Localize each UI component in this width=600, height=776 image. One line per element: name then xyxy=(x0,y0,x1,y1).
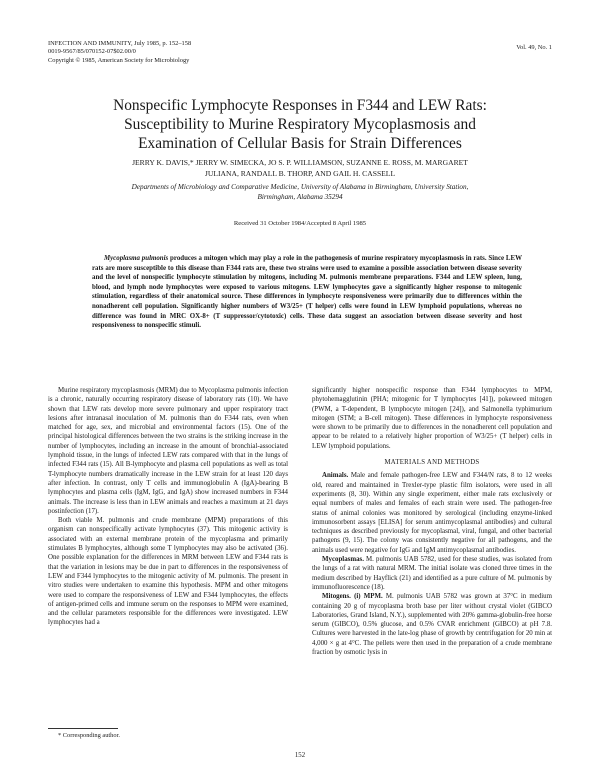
body-column-right xyxy=(312,386,552,657)
affiliation-line-1: Departments of Microbiology and Comparative Medicine, University of Alabama in Birmingham, University Station, xyxy=(131,183,469,191)
received-dates: Received 31 October 1984/Accepted 8 April 1985 xyxy=(233,220,367,227)
mitogens-paragraph xyxy=(312,592,552,657)
affiliation-line-2: Birmingham, Alabama 35294 xyxy=(257,193,343,201)
title-line-2: Susceptibility to Murine Respiratory Mycoplasmosis and xyxy=(124,116,476,133)
author-list xyxy=(48,158,552,179)
affiliation xyxy=(48,182,552,202)
abstract-text: produces a mitogen which may play a role in the pathogenesis of murine respiratory mycoplasmosis in rats. Since LEW rats are more susceptible to this disease than F344 rats are, these two strains were used to examine a possible association between disease severity and the level of nonspecific lymphocyte stimulation by mitogens, including M. pulmonis membrane preparations. F344 and LEW spleen, lung, blood, and lymph node lymphocytes were exposed to various mitogens. LEW lymphocytes gave a significantly higher response to mitogenic stimulation, regardless of their anatomical source. These differences in lymphocyte responsiveness were primarily due to differences within the nonadherent cell population. Significantly higher numbers of W3/25+ (T helper) cells were found in LEW lymphoid populations, whereas no difference was found in MRC OX-8+ (T suppressor/cytotoxic) cells. These data suggest an association between disease severity and host responsiveness to nonspecific stimuli. xyxy=(92,255,522,330)
journal-citation: INFECTION AND IMMUNITY, July 1985, p. 152–158 xyxy=(48,40,192,47)
animals-subheading: Animals. xyxy=(322,472,349,480)
intro-paragraph-3: significantly higher nonspecific response than F344 lymphocytes to MPM, phytohemagglutinin (PHA; mitogenic for T lymphocytes [41]), pokeweed mitogen (PWM, a T-dependent, B lymphocyte mitogen [24]), and Salmonella typhimurium mitogen (STM; a B-cell mitogen). These differences in lymphocyte responsiveness were shown to be primarily due to differences in the nonadherent cell population and appear to be related to a relatively higher proportion of W3/25+ (T helper) cells in LEW lymphoid populations. xyxy=(312,387,552,450)
abstract-lead: Mycoplasma pulmonis xyxy=(104,255,169,262)
mitogens-text: M. pulmonis UAB 5782 was grown at 37°C in medium containing 20 g of mycoplasma broth base per liter without crystal violet (GIBCO Laboratories, Grand Island, N.Y.), supplemented with 20% gamma-globulin-free horse serum (GIBCO), 0.5% glucose, and 0.5% CVAR enrichment (GIBCO) at pH 7.8. Cultures were harvested in the late-log phase of growth by centrifugation for 20 min at 4,000 × g at 4°C. The pellets were then used in the preparation of a crude membrane fraction by osmotic lysis in xyxy=(312,593,552,657)
footnote-divider xyxy=(48,728,118,729)
animals-paragraph xyxy=(312,471,552,555)
authors-line-2: JULIANA, RANDALL B. THORP, AND GAIL H. CASSELL xyxy=(204,168,396,178)
article-title xyxy=(48,96,552,153)
mycoplasmas-paragraph xyxy=(312,555,552,592)
title-line-3: Examination of Cellular Basis for Strain Differences xyxy=(138,135,462,152)
volume-info: Vol. 49, No. 1 xyxy=(516,44,552,51)
section-heading: MATERIALS AND METHODS xyxy=(384,459,480,467)
intro-paragraph-1: Murine respiratory mycoplasmosis (MRM) due to Mycoplasma pulmonis infection is a chronic, naturally occurring respiratory disease of laboratory rats (10). We have shown that LEW rats develop more severe pulmonary and upper respiratory tract lesions after intranasal inoculation of M. pulmonis than do F344 rats, even when matched for age, sex, and microbial and environmental factors (15). One of the principal histological differences between the two strains is the striking increase in the number of lymphocytes, including an increase in the amount of bronchial-associated lymphoid tissue, in the lungs of infected LEW rats compared with that in the lungs of infected F344 rats (15). All B-lymphocyte and plasma cell populations as well as total T-lymphocyte numbers dramatically increase in the LEW strain for at least 120 days after infection. In contrast, only T cells and immunoglobulin A (IgA)-bearing B lymphocytes and plasma cells (IgM, IgG, and IgA) show increased numbers in F344 animals. The increase is less than in LEW animals and reaches a maximum at 21 days postinfection (17). xyxy=(48,387,288,515)
page-number: 152 xyxy=(294,752,306,759)
title-line-1: Nonspecific Lymphocyte Responses in F344 and LEW Rats: xyxy=(113,97,487,114)
animals-text: Male and female pathogen-free LEW and F344/N rats, 8 to 12 weeks old, reared and maintained in Trexler-type plastic film isolators, were used in all experiments (8, 30). Within any single experiment, either male rats exclusively or equal numbers of males and females of each strain were used. The pathogen-free status of animal colonies was monitored by serological (including enzyme-linked immunosorbent assays [ELISA] for serum antimycoplasmal antibodies) and cultural techniques as described previously for mycoplasmal, viral, fungal, and other bacterial pathogens (9, 15). The colony was consistently negative for all pathogens, and the animals used were negative for IgG and IgM antimycoplasmal antibodies. xyxy=(312,472,552,554)
mycoplasmas-text: M. pulmonis UAB 5782, used for these studies, was isolated from the lungs of a rat with natural MRM. The initial isolate was cloned three times in the medium described by Hayflick (21) and identified as a pure culture of M. pulmonis by immunofluorescence (18). xyxy=(312,556,552,591)
abstract xyxy=(92,254,522,331)
journal-copyright: Copyright © 1985, American Society for Microbiology xyxy=(48,56,190,64)
footnote: * Corresponding author. xyxy=(58,732,120,739)
journal-issn: 0019-9567/85/070152-07$02.00/0 xyxy=(48,48,136,56)
intro-paragraph-2: Both viable M. pulmonis and crude membrane (MPM) preparations of this organism can nonspecifically activate lymphocytes (37). This mitogenic activity is associated with an external membrane protein of the mycoplasma and primarily stimulates B lymphocytes, although some T lymphocytes may also be activated (36). One possible explanation for the differences in MRM between LEW and F344 rats is that the variation in lesions may be due in part to differences in the responsiveness of LEW and F344 lymphocytes to the mitogenic activity of M. pulmonis. The present in vitro studies were undertaken to examine this hypothesis. MPM and other mitogens were used to compare the responsiveness of LEW and F344 lymphocytes, the effects of antigen-primed cells and immune serum on the responses to MPM were examined, and the cellular parameters responsible for the differences were investigated. LEW lymphocytes had a xyxy=(48,517,288,627)
mycoplasmas-subheading: Mycoplasmas. xyxy=(322,556,364,564)
mitogens-subheading: Mitogens. (i) MPM. xyxy=(322,593,383,601)
journal-header xyxy=(48,40,378,65)
authors-line-1: JERRY K. DAVIS,* JERRY W. SIMECKA, JO S. P. WILLIAMSON, SUZANNE E. ROSS, M. MARGARET xyxy=(132,158,468,167)
body-column-left xyxy=(48,386,288,628)
